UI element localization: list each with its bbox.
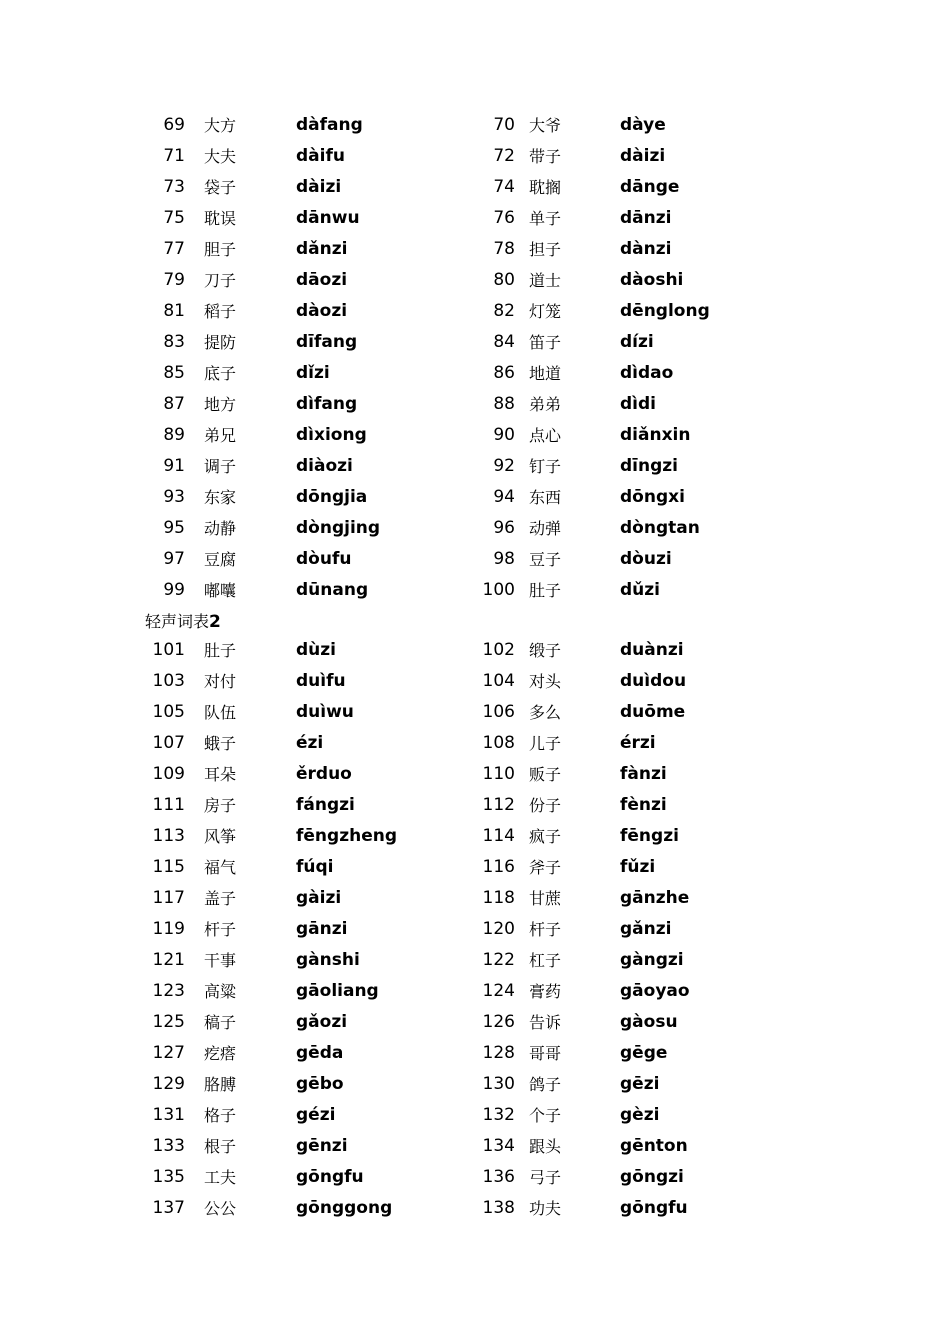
entry-word: 功夫 (529, 1199, 562, 1218)
entry-number: 79 (163, 270, 185, 290)
entry-word: 刀子 (204, 271, 237, 290)
table-row (0, 883, 950, 914)
entry-pinyin: dānge (620, 177, 680, 197)
entry-number: 138 (482, 1198, 515, 1218)
entry-pinyin: dàoshi (620, 270, 684, 290)
entry-pinyin: fǔzi (620, 857, 656, 877)
entry-number: 135 (152, 1167, 185, 1187)
entry-pinyin: diǎnxin (620, 425, 691, 445)
entry-number: 83 (163, 332, 185, 352)
entry-word: 大方 (204, 116, 237, 135)
entry-pinyin: duànzi (620, 640, 684, 660)
table-row (0, 1007, 950, 1038)
entry-pinyin: gàngzi (620, 950, 684, 970)
entry-pinyin: dānzi (620, 208, 672, 228)
entry-pinyin: gēzi (620, 1074, 660, 1094)
entry-word: 跟头 (529, 1137, 562, 1156)
entry-number: 72 (493, 146, 515, 166)
entry-number: 101 (152, 640, 185, 660)
entry-number: 124 (482, 981, 515, 1001)
entry-word: 耽搁 (529, 178, 562, 197)
entry-word: 稻子 (204, 302, 237, 321)
entry-pinyin: dōngxi (620, 487, 685, 507)
entry-word: 稿子 (204, 1013, 237, 1032)
entry-pinyin: dòngtan (620, 518, 700, 538)
entry-word: 单子 (529, 209, 562, 228)
entry-word: 杆子 (204, 920, 237, 939)
entry-word: 福气 (204, 858, 237, 877)
entry-number: 137 (152, 1198, 185, 1218)
entry-word: 动弹 (529, 519, 562, 538)
entry-pinyin: dàfang (296, 115, 363, 135)
entry-number: 94 (493, 487, 515, 507)
entry-pinyin: duōme (620, 702, 686, 722)
entry-pinyin: fúqi (296, 857, 334, 877)
entry-word: 担子 (529, 240, 562, 259)
table-row (0, 635, 950, 666)
entry-number: 91 (163, 456, 185, 476)
entry-pinyin: duìwu (296, 702, 354, 722)
entry-word: 肚子 (204, 641, 237, 660)
entry-number: 110 (482, 764, 515, 784)
table-row (0, 296, 950, 327)
table-row (0, 852, 950, 883)
entry-number: 130 (482, 1074, 515, 1094)
entry-number: 115 (152, 857, 185, 877)
entry-number: 126 (482, 1012, 515, 1032)
entry-pinyin: gàizi (296, 888, 342, 908)
entry-word: 房子 (204, 796, 237, 815)
table-row (0, 544, 950, 575)
entry-pinyin: gōnggong (296, 1198, 393, 1218)
entry-pinyin: dìdao (620, 363, 674, 383)
entry-number: 109 (152, 764, 185, 784)
entry-pinyin: gōngfu (620, 1198, 688, 1218)
table-row (0, 234, 950, 265)
entry-pinyin: gāoliang (296, 981, 379, 1001)
table-row (0, 1069, 950, 1100)
entry-number: 99 (163, 580, 185, 600)
entry-number: 71 (163, 146, 185, 166)
section-heading (145, 606, 221, 637)
entry-word: 贩子 (529, 765, 562, 784)
entry-pinyin: dǐzi (296, 363, 330, 383)
entry-word: 大爷 (529, 116, 562, 135)
entry-number: 75 (163, 208, 185, 228)
entry-word: 东西 (529, 488, 562, 507)
entry-pinyin: dǔzi (620, 580, 660, 600)
entry-word: 份子 (529, 796, 562, 815)
entry-pinyin: ěrduo (296, 764, 352, 784)
table-row (0, 265, 950, 296)
entry-number: 86 (493, 363, 515, 383)
entry-word: 杆子 (529, 920, 562, 939)
entry-word: 格子 (204, 1106, 237, 1125)
entry-number: 128 (482, 1043, 515, 1063)
table-row (0, 513, 950, 544)
entry-pinyin: dòuzi (620, 549, 672, 569)
entry-word: 甘蔗 (529, 889, 562, 908)
entry-number: 134 (482, 1136, 515, 1156)
entry-pinyin: fēngzheng (296, 826, 397, 846)
entry-number: 120 (482, 919, 515, 939)
entry-number: 80 (493, 270, 515, 290)
table-row (0, 172, 950, 203)
entry-number: 77 (163, 239, 185, 259)
entry-word: 耳朵 (204, 765, 237, 784)
entry-pinyin: dànzi (620, 239, 672, 259)
entry-pinyin: dìfang (296, 394, 358, 414)
entry-number: 97 (163, 549, 185, 569)
entry-pinyin: gèzi (620, 1105, 660, 1125)
entry-pinyin: fángzi (296, 795, 355, 815)
entry-word: 盖子 (204, 889, 237, 908)
word-table-1 (0, 110, 950, 606)
entry-pinyin: gézi (296, 1105, 336, 1125)
entry-number: 136 (482, 1167, 515, 1187)
entry-number: 69 (163, 115, 185, 135)
entry-word: 对付 (204, 672, 237, 691)
entry-pinyin: dàizi (620, 146, 666, 166)
entry-pinyin: dīngzi (620, 456, 678, 476)
entry-number: 114 (482, 826, 515, 846)
entry-word: 疯子 (529, 827, 562, 846)
entry-number: 100 (482, 580, 515, 600)
entry-pinyin: dāozi (296, 270, 348, 290)
entry-word: 个子 (529, 1106, 562, 1125)
table-row (0, 358, 950, 389)
entry-number: 74 (493, 177, 515, 197)
entry-number: 85 (163, 363, 185, 383)
entry-number: 98 (493, 549, 515, 569)
entry-pinyin: gēge (620, 1043, 668, 1063)
entry-pinyin: dàozi (296, 301, 348, 321)
table-row (0, 141, 950, 172)
entry-number: 73 (163, 177, 185, 197)
entry-number: 112 (482, 795, 515, 815)
table-row (0, 1193, 950, 1224)
entry-number: 127 (152, 1043, 185, 1063)
entry-word: 对头 (529, 672, 562, 691)
entry-number: 76 (493, 208, 515, 228)
entry-number: 131 (152, 1105, 185, 1125)
entry-word: 公公 (204, 1199, 237, 1218)
entry-pinyin: dōngjia (296, 487, 368, 507)
entry-word: 大夫 (204, 147, 237, 166)
table-row (0, 976, 950, 1007)
entry-pinyin: fànzi (620, 764, 667, 784)
entry-pinyin: dùzi (296, 640, 336, 660)
entry-word: 弟兄 (204, 426, 237, 445)
entry-word: 干事 (204, 951, 237, 970)
entry-pinyin: gànshi (296, 950, 360, 970)
entry-word: 弓子 (529, 1168, 562, 1187)
table-row (0, 697, 950, 728)
entry-word: 膏药 (529, 982, 562, 1001)
entry-pinyin: gōngfu (296, 1167, 364, 1187)
entry-number: 70 (493, 115, 515, 135)
entry-word: 豆子 (529, 550, 562, 569)
entry-number: 132 (482, 1105, 515, 1125)
entry-word: 底子 (204, 364, 237, 383)
entry-number: 122 (482, 950, 515, 970)
entry-number: 108 (482, 733, 515, 753)
entry-word: 东家 (204, 488, 237, 507)
entry-pinyin: duìfu (296, 671, 346, 691)
table-row (0, 759, 950, 790)
entry-word: 疙瘩 (204, 1044, 237, 1063)
entry-pinyin: gēnzi (296, 1136, 348, 1156)
entry-pinyin: dízi (620, 332, 654, 352)
entry-pinyin: fēngzi (620, 826, 679, 846)
entry-number: 92 (493, 456, 515, 476)
table-row (0, 482, 950, 513)
entry-pinyin: gōngzi (620, 1167, 684, 1187)
entry-word: 儿子 (529, 734, 562, 753)
table-row (0, 451, 950, 482)
entry-word: 工夫 (204, 1168, 237, 1187)
entry-number: 116 (482, 857, 515, 877)
entry-number: 82 (493, 301, 515, 321)
entry-word: 耽误 (204, 209, 237, 228)
entry-pinyin: dìdi (620, 394, 656, 414)
entry-pinyin: gānzi (296, 919, 348, 939)
table-row (0, 1038, 950, 1069)
table-row (0, 1100, 950, 1131)
section-heading-text: 轻声词表 (145, 612, 210, 631)
entry-pinyin: dòufu (296, 549, 352, 569)
entry-number: 129 (152, 1074, 185, 1094)
entry-word: 地方 (204, 395, 237, 414)
entry-pinyin: dàifu (296, 146, 345, 166)
entry-number: 113 (152, 826, 185, 846)
entry-number: 105 (152, 702, 185, 722)
table-row (0, 790, 950, 821)
entry-pinyin: gàosu (620, 1012, 678, 1032)
entry-pinyin: gānzhe (620, 888, 690, 908)
entry-number: 117 (152, 888, 185, 908)
entry-pinyin: dūnang (296, 580, 369, 600)
entry-word: 嘟囔 (204, 581, 237, 600)
entry-word: 根子 (204, 1137, 237, 1156)
entry-number: 84 (493, 332, 515, 352)
entry-number: 133 (152, 1136, 185, 1156)
entry-pinyin: dēnglong (620, 301, 710, 321)
entry-word: 调子 (204, 457, 237, 476)
entry-number: 104 (482, 671, 515, 691)
entry-word: 风筝 (204, 827, 237, 846)
entry-pinyin: gāoyao (620, 981, 690, 1001)
entry-number: 102 (482, 640, 515, 660)
table-row (0, 945, 950, 976)
table-row (0, 110, 950, 141)
entry-number: 81 (163, 301, 185, 321)
entry-word: 灯笼 (529, 302, 562, 321)
entry-pinyin: duìdou (620, 671, 687, 691)
entry-word: 多么 (529, 703, 562, 722)
entry-word: 告诉 (529, 1013, 562, 1032)
table-row (0, 389, 950, 420)
entry-number: 125 (152, 1012, 185, 1032)
entry-pinyin: fènzi (620, 795, 667, 815)
entry-pinyin: gēbo (296, 1074, 344, 1094)
entry-number: 90 (493, 425, 515, 445)
entry-word: 队伍 (204, 703, 237, 722)
entry-word: 动静 (204, 519, 237, 538)
entry-pinyin: dǎnzi (296, 239, 348, 259)
entry-number: 106 (482, 702, 515, 722)
entry-word: 肚子 (529, 581, 562, 600)
entry-word: 高粱 (204, 982, 237, 1001)
entry-number: 89 (163, 425, 185, 445)
entry-number: 103 (152, 671, 185, 691)
table-row (0, 728, 950, 759)
table-row (0, 327, 950, 358)
entry-pinyin: gǎozi (296, 1012, 348, 1032)
section-heading-number: 2 (209, 612, 221, 632)
entry-pinyin: gēda (296, 1043, 344, 1063)
entry-pinyin: dīfang (296, 332, 358, 352)
entry-number: 96 (493, 518, 515, 538)
entry-pinyin: dàizi (296, 177, 342, 197)
entry-number: 111 (152, 795, 185, 815)
entry-pinyin: dānwu (296, 208, 360, 228)
entry-word: 道士 (529, 271, 562, 290)
table-row (0, 575, 950, 606)
entry-word: 豆腐 (204, 550, 237, 569)
entry-number: 119 (152, 919, 185, 939)
table-row (0, 1162, 950, 1193)
entry-word: 哥哥 (529, 1044, 562, 1063)
entry-pinyin: dàye (620, 115, 666, 135)
entry-word: 弟弟 (529, 395, 562, 414)
entry-word: 钉子 (529, 457, 562, 476)
table-row (0, 666, 950, 697)
entry-word: 杠子 (529, 951, 562, 970)
entry-pinyin: ézi (296, 733, 324, 753)
entry-number: 78 (493, 239, 515, 259)
table-row (0, 420, 950, 451)
entry-word: 胆子 (204, 240, 237, 259)
table-row (0, 1131, 950, 1162)
entry-word: 胳膊 (204, 1075, 237, 1094)
entry-number: 107 (152, 733, 185, 753)
entry-word: 笛子 (529, 333, 562, 352)
entry-word: 带子 (529, 147, 562, 166)
entry-word: 斧子 (529, 858, 562, 877)
entry-number: 95 (163, 518, 185, 538)
entry-pinyin: gēnton (620, 1136, 688, 1156)
entry-pinyin: gǎnzi (620, 919, 672, 939)
table-row (0, 821, 950, 852)
table-row (0, 914, 950, 945)
entry-number: 93 (163, 487, 185, 507)
entry-pinyin: dìxiong (296, 425, 367, 445)
table-row (0, 203, 950, 234)
entry-number: 87 (163, 394, 185, 414)
entry-word: 袋子 (204, 178, 237, 197)
entry-number: 118 (482, 888, 515, 908)
entry-word: 提防 (204, 333, 237, 352)
entry-pinyin: dòngjing (296, 518, 381, 538)
entry-number: 88 (493, 394, 515, 414)
entry-pinyin: diàozi (296, 456, 353, 476)
entry-number: 123 (152, 981, 185, 1001)
entry-word: 地道 (529, 364, 562, 383)
entry-number: 121 (152, 950, 185, 970)
entry-word: 缎子 (529, 641, 562, 660)
entry-pinyin: érzi (620, 733, 656, 753)
entry-word: 点心 (529, 426, 562, 445)
entry-word: 鸽子 (529, 1075, 562, 1094)
word-table-2 (0, 635, 950, 1224)
entry-word: 蛾子 (204, 734, 237, 753)
